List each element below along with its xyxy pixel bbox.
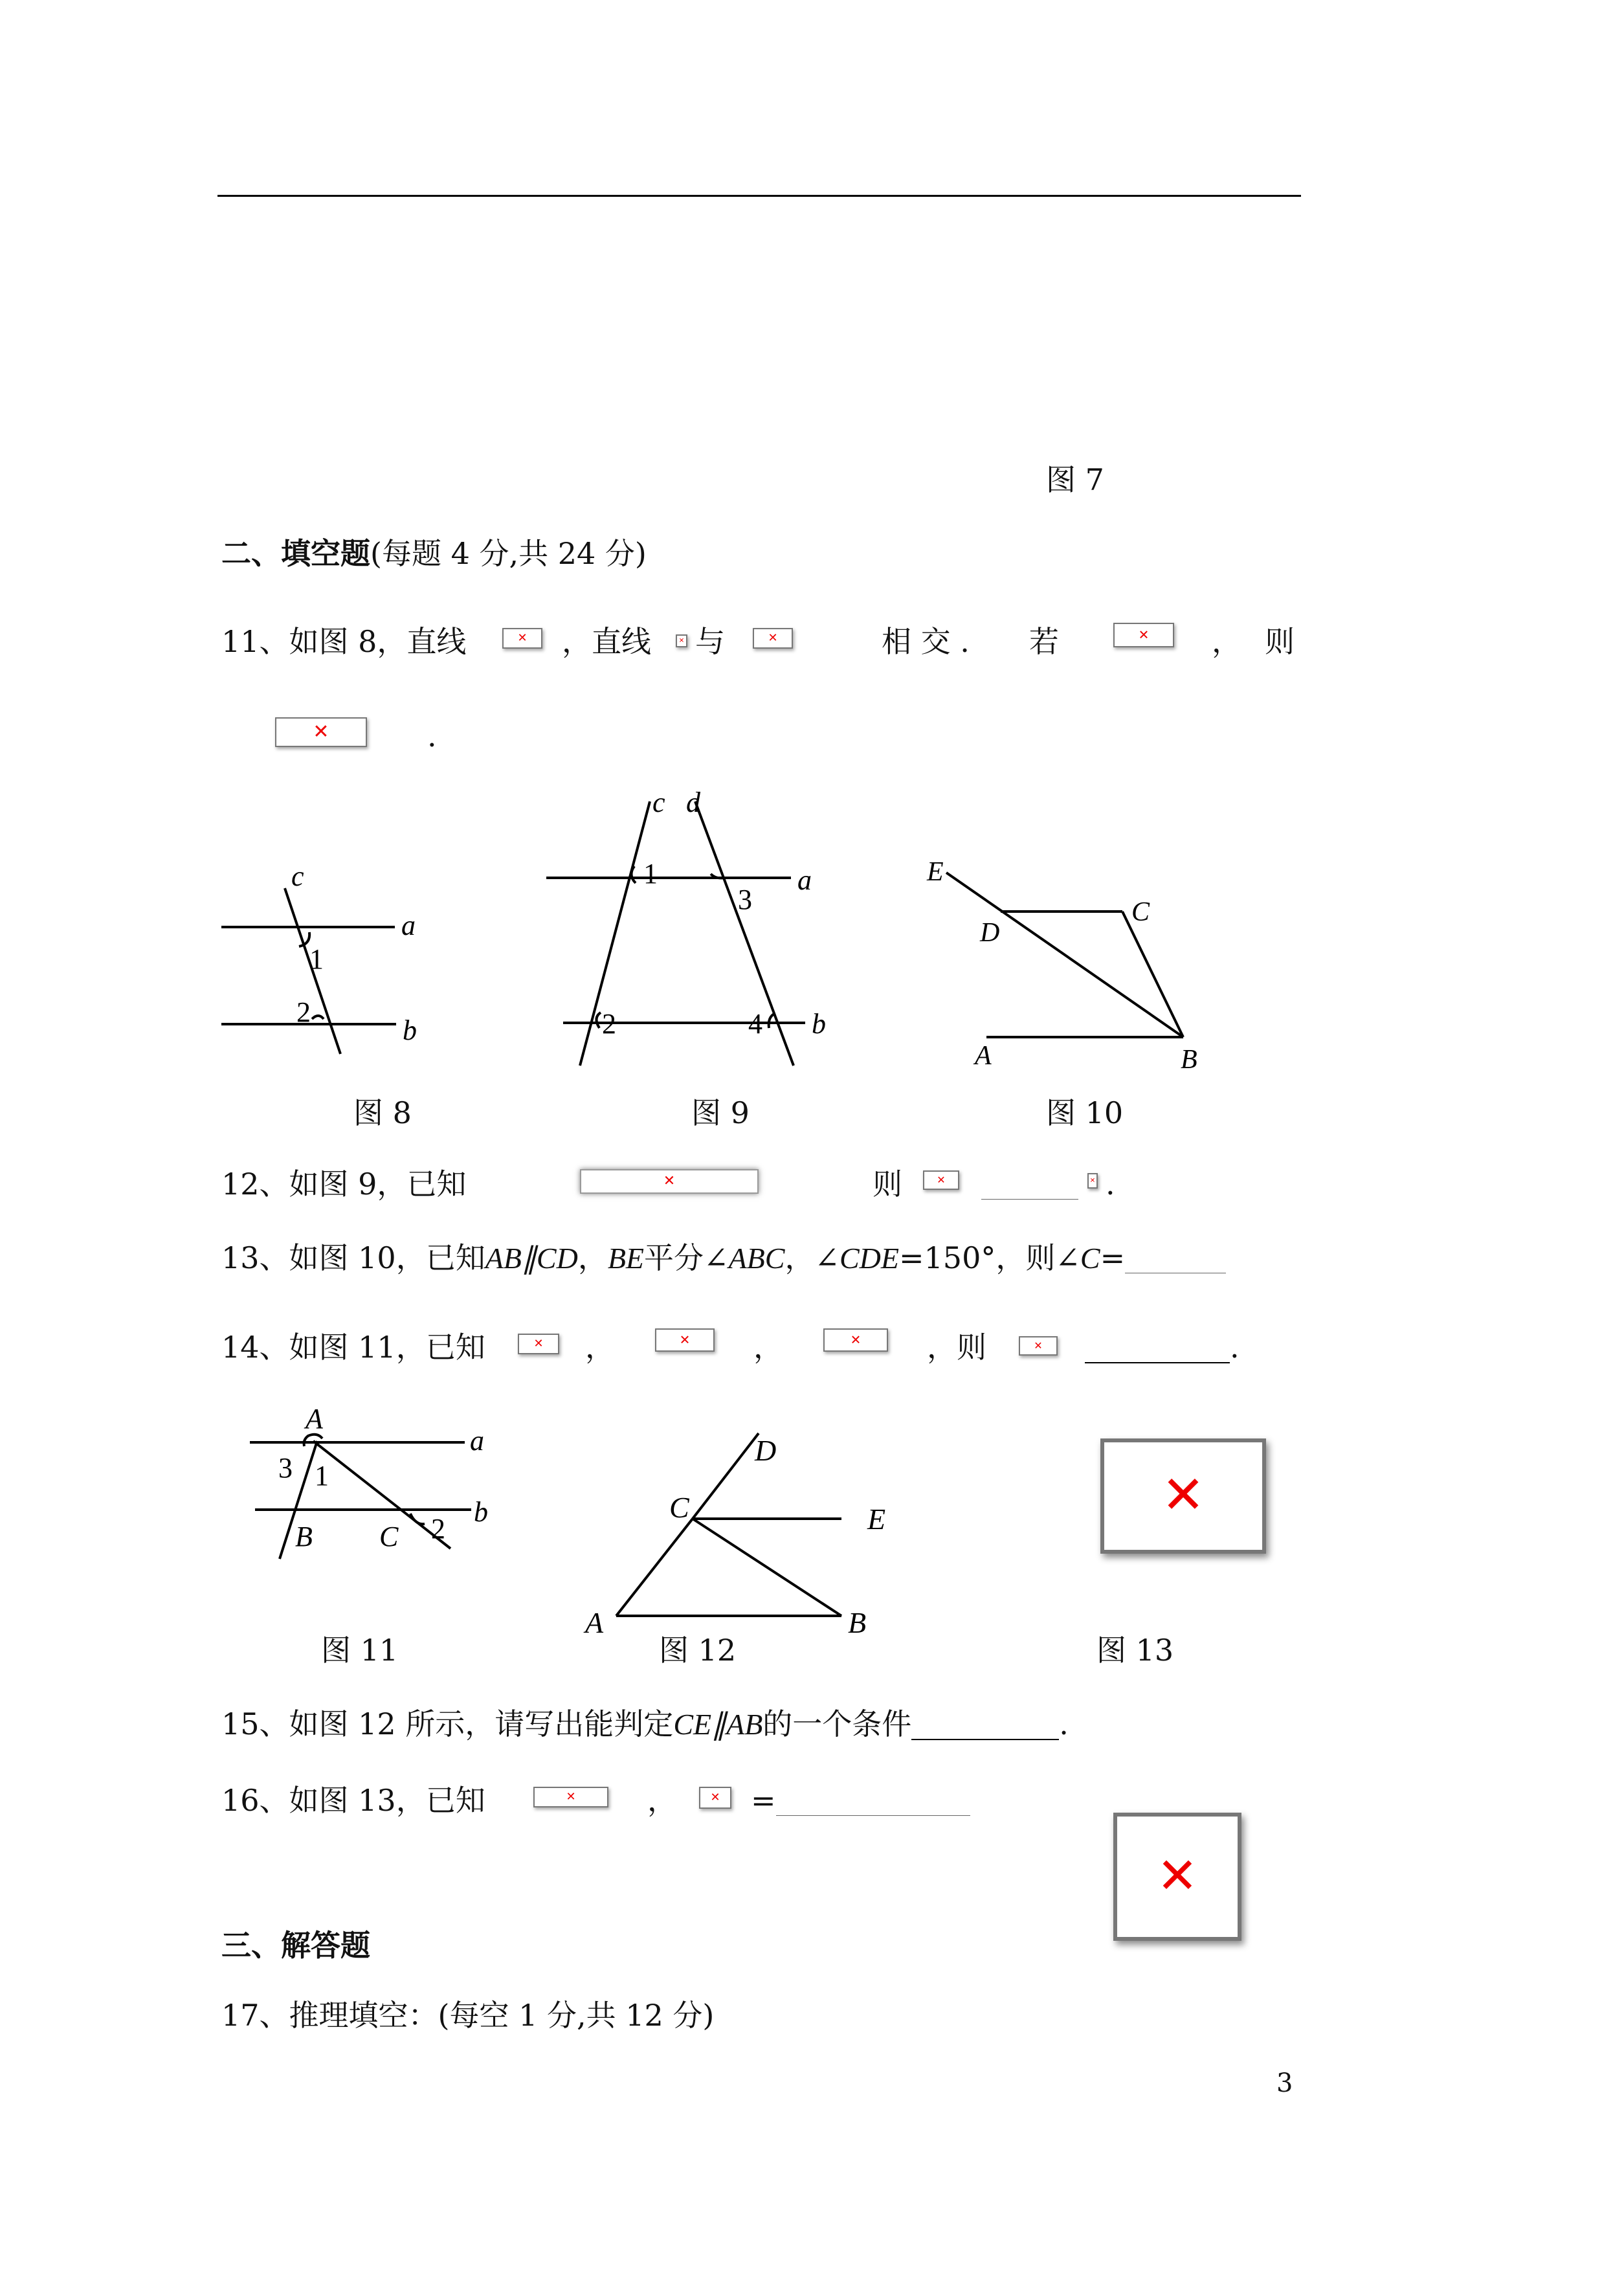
q11-end: .: [427, 719, 437, 754]
section2-title: 二、填空题: [221, 536, 370, 571]
fig9-angle1-arc: [631, 866, 636, 883]
q11-ze: 则: [1265, 624, 1295, 659]
fig10-label-E: E: [927, 857, 944, 887]
fig9-label-b: b: [812, 1008, 826, 1040]
q17-text: 17、推理填空：(每空 1 分,共 12 分): [221, 1998, 715, 2033]
fig12-label-E: E: [867, 1503, 886, 1536]
broken-image-icon: [275, 717, 367, 747]
header-rule: [217, 195, 1301, 197]
broken-image-icon: [580, 1169, 759, 1194]
q13-abc: ABC: [728, 1242, 785, 1275]
q14-comma1: ，: [585, 1330, 615, 1365]
broken-image-icon: [1087, 1173, 1098, 1189]
q13-eq: =: [1100, 1240, 1126, 1275]
q12-blank: [981, 1169, 1078, 1200]
fig10-line-CB: [1122, 912, 1183, 1037]
fig12-line-CA: [616, 1519, 693, 1616]
broken-image-icon: [518, 1334, 559, 1354]
fig12-label-B: B: [848, 1606, 867, 1639]
fig9-label-d: d: [686, 787, 700, 818]
fig8-caption: 图 8: [353, 1095, 412, 1130]
fig10-label-B: B: [1181, 1045, 1197, 1075]
fig11-label-C: C: [379, 1521, 399, 1552]
fig8-label-b: b: [403, 1014, 417, 1046]
q13-prefix: 13、如图 10，已知: [221, 1240, 485, 1275]
q14-answer-blank: [1085, 1332, 1230, 1363]
fig10-label-A: A: [975, 1041, 992, 1071]
fig11-label-a: a: [470, 1425, 484, 1457]
broken-image-icon: [655, 1328, 715, 1352]
fig10-label-C: C: [1131, 897, 1150, 927]
q13-ab-cd: AB∥CD: [485, 1242, 578, 1275]
fig12-label-C: C: [669, 1491, 689, 1524]
q14-end: .: [1230, 1330, 1240, 1365]
fig9-label-1: 1: [643, 858, 658, 889]
q14-answer: [1085, 1332, 1240, 1363]
fig11-label-A: A: [306, 1403, 323, 1435]
fig9-label-c: c: [652, 787, 665, 818]
fig9-angle2-arc: [596, 1012, 601, 1028]
q13-be: BE: [607, 1242, 645, 1275]
q12-prefix: 12、如图 9，已知: [221, 1167, 467, 1202]
fig9-caption: 图 9: [691, 1095, 750, 1130]
q13-c: C: [1080, 1242, 1100, 1275]
broken-image-icon: [1113, 623, 1174, 647]
q14-comma2: ，: [753, 1330, 783, 1365]
fig8-label-1: 1: [309, 943, 324, 975]
q16-eq: =: [751, 1783, 776, 1818]
broken-image-icon: [502, 628, 542, 649]
q12-end: .: [1106, 1167, 1115, 1202]
section2-heading: [221, 536, 647, 571]
q13-cde: CDE: [840, 1242, 899, 1275]
broken-image-icon: [1113, 1813, 1241, 1941]
q15-suffix: 的一个条件: [762, 1706, 912, 1741]
fig10-label-D: D: [980, 918, 1000, 948]
fig9-label-2: 2: [602, 1008, 616, 1040]
fig9-angle4-arc: [769, 1014, 774, 1028]
broken-image-icon: [1019, 1336, 1058, 1356]
fig8-label-a: a: [401, 910, 416, 941]
q13-comma2: ，∠: [784, 1240, 840, 1275]
fig9-label-3: 3: [738, 884, 752, 915]
q16-comma: ，: [647, 1783, 677, 1818]
figure-8: [214, 855, 447, 1062]
q16-answer-blank: [776, 1785, 970, 1816]
fig11-label-1: 1: [315, 1460, 329, 1492]
broken-image-icon: [753, 628, 793, 649]
q14-prefix: 14、如图 11，已知: [221, 1330, 485, 1365]
fig11-angle2-arc: [410, 1514, 425, 1524]
fig13-caption: 图 13: [1096, 1633, 1174, 1668]
figure-10: [913, 855, 1236, 1088]
q16-answer: [751, 1785, 970, 1816]
fig12-label-A: A: [585, 1606, 604, 1639]
q13-comma1: ，: [577, 1240, 608, 1275]
fig8-label-2: 2: [296, 996, 311, 1028]
fig9-label-a: a: [797, 864, 812, 896]
figure-11: [246, 1398, 505, 1586]
q11-xiangjiao: 相 交 .: [882, 624, 970, 659]
section3-title: 三、解答题: [221, 1928, 370, 1963]
fig11-label-3: 3: [278, 1452, 293, 1484]
figure-12: [576, 1424, 900, 1644]
q15-end: .: [1059, 1706, 1069, 1741]
fig11-label-b: b: [474, 1496, 488, 1528]
broken-image-icon: [676, 634, 687, 647]
q13-text: [221, 1240, 1226, 1275]
q12-ze: 则: [873, 1167, 902, 1202]
broken-image-icon: [699, 1787, 731, 1809]
broken-image-icon: [533, 1787, 608, 1807]
q11-mid1: ，直线: [562, 624, 651, 659]
q15-text: [221, 1706, 1069, 1741]
q13-pingfen: 平分∠: [644, 1240, 729, 1275]
fig11-caption: 图 11: [321, 1633, 399, 1668]
fig11-label-2: 2: [431, 1513, 445, 1545]
fig11-label-B: B: [295, 1521, 313, 1552]
q15-prefix: 15、如图 12 所示，请写出能判定: [221, 1706, 674, 1741]
fig9-label-4: 4: [748, 1008, 762, 1040]
fig12-line-CB: [693, 1519, 841, 1616]
broken-image-icon: [823, 1328, 888, 1352]
fig8-angle2-arc: [312, 1016, 324, 1019]
fig12-caption: 图 12: [659, 1633, 737, 1668]
figure-13-broken-image-icon: [1100, 1438, 1266, 1554]
section2-subtitle: (每题 4 分,共 24 分): [370, 536, 647, 571]
fig12-label-D: D: [755, 1434, 777, 1467]
fig8-label-c: c: [291, 860, 304, 892]
q13-answer-blank: [1125, 1243, 1226, 1273]
fig7-caption: 图 7: [1046, 462, 1104, 497]
fig10-caption: 图 10: [1046, 1095, 1124, 1130]
q11-ruo: 若: [1029, 624, 1059, 659]
fig9-line-d: [695, 801, 794, 1066]
q14-ze: ，则: [927, 1330, 986, 1365]
figure-9: [537, 785, 861, 1076]
q15-answer-blank: [911, 1709, 1059, 1740]
q11-prefix: 11、如图 8，直线: [221, 624, 467, 659]
q15-ce-ab: CE∥AB: [673, 1708, 763, 1741]
broken-image-icon: [923, 1170, 959, 1190]
q11-comma: ，: [1212, 624, 1241, 659]
q11-mid2: 与: [695, 624, 725, 659]
q13-rest: =150°，则∠: [899, 1240, 1080, 1275]
page-number: 3: [1276, 2068, 1293, 2098]
q16-prefix: 16、如图 13，已知: [221, 1783, 485, 1818]
fig12-line-CD: [693, 1433, 759, 1519]
